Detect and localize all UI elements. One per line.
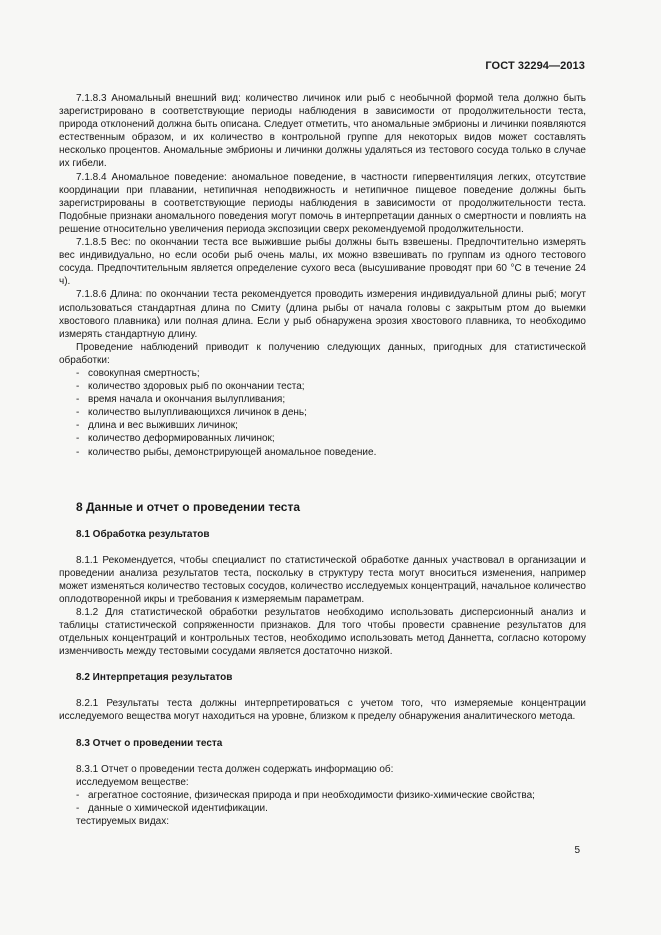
paragraph-7-1-8-4: 7.1.8.4 Аномальное поведение: аномальное поведение, в частности гипервентиляция легких, отсутствие координации при плавании, нетипичная неподвижность и нетипичное пищевое поведение должны быть зарегистрированы в соответствующие периоды наблюдения в зависимости от продолжительности теста. Подобные признаки аномального поведения могут помочь в интерпретации данных о смертности и повлиять на решение относительно увеличения периода экспозиции сверх рекомендуемой продолжительности. bbox=[59, 171, 586, 235]
list-item: - время начала и окончания вылупливания; bbox=[76, 394, 286, 406]
substance-list bbox=[59, 789, 586, 815]
paragraph-8-1-2: 8.1.2 Для статистической обработки результатов необходимо использовать дисперсионный анализ и таблицы статистической сопряженности признаков. Для того чтобы провести сравнение результатов для отдельных концентраций и контрольных тестов, необходимо использовать метод Даннетта, согласно которому изменчивость между тестовыми сосудами является достаточно низкой. bbox=[59, 607, 586, 658]
paragraph-8-1-1: 8.1.1 Рекомендуется, чтобы специалист по статистической обработке данных участвовал в организации и проведении анализа результатов теста, поскольку в структуру теста могут вноситься изменения, например может изменяться количество тестовых сосудов, количество исследуемых концентраций, начальное количество оплодотворенной икры и требования к измеряемым параметрам. bbox=[59, 554, 586, 605]
paragraph-7-1-8-3: 7.1.8.3 Аномальный внешний вид: количество личинок или рыб с необычной формой тела должно быть зарегистрировано в соответствующие периоды наблюдения в зависимости от продолжительности теста, природа отклонений должна быть описана. Следует отметить, что аномальные эмбрионы и личинки появляются естественным образом, и их количество в контрольной группе для некоторых видов может составлять несколько процентов. Аномальные эмбрионы и личинки должны удаляться из тестового сосуда только в случае их гибели. bbox=[59, 93, 586, 170]
list-item: - количество здоровых рыб по окончании теста; bbox=[76, 381, 305, 393]
paragraph-8-3-1: 8.3.1 Отчет о проведении теста должен содержать информацию об: bbox=[76, 763, 394, 775]
page-number: 5 bbox=[574, 845, 580, 856]
subheading-substance: исследуемом веществе: bbox=[76, 776, 189, 788]
list-item: - агрегатное состояние, физическая природа и при необходимости физико-химические свойства; bbox=[76, 789, 535, 801]
section-8-heading: 8 Данные и отчет о проведении теста bbox=[76, 499, 301, 514]
section-8-1-heading: 8.1 Обработка результатов bbox=[76, 528, 210, 540]
section-8-2-heading: 8.2 Интерпретация результатов bbox=[76, 672, 233, 684]
list-item: - данные о химической идентификации. bbox=[76, 802, 268, 814]
document-body bbox=[59, 92, 586, 828]
subheading-species: тестируемых видах: bbox=[76, 815, 170, 827]
paragraph-observations: Проведение наблюдений приводит к получению следующих данных, пригодных для статистической обработки: bbox=[59, 341, 586, 366]
observations-list bbox=[59, 367, 586, 459]
list-item: - количество рыбы, демонстрирующей аномальное поведение. bbox=[76, 446, 377, 458]
paragraph-8-2-1: 8.2.1 Результаты теста должны интерпретироваться с учетом того, что измеряемые концентрации исследуемого вещества могут находиться на уровне, близком к пределу обнаружения аналитического метода. bbox=[59, 698, 586, 723]
list-item: - совокупная смертность; bbox=[76, 367, 200, 379]
paragraph-7-1-8-6: 7.1.8.6 Длина: по окончании теста рекомендуется проводить измерения индивидуальной длины рыб; могут использоваться стандартная длина по Смиту (длина рыбы от начала головы с закрытым ртом до выемки хвостового плавника) или полная длина. Если у рыб обнаружена эрозия хвостового плавника, то необходимо измерять стандартную длину. bbox=[59, 289, 586, 340]
paragraph-7-1-8-5: 7.1.8.5 Вес: по окончании теста все выжившие рыбы должны быть взвешены. Предпочтительно измерять вес индивидуально, но если особи рыб очень малы, их можно взвешивать по группам из одного тестового сосуда. Предпочтительным является определение сухого веса (высушивание проводят при 60 °С в течение 24 ч). bbox=[59, 237, 586, 288]
list-item: - количество вылупливающихся личинок в день; bbox=[76, 407, 307, 419]
list-item: - количество деформированных личинок; bbox=[76, 433, 275, 445]
list-item: - длина и вес выживших личинок; bbox=[76, 420, 238, 432]
section-8-3-heading: 8.3 Отчет о проведении теста bbox=[76, 737, 223, 749]
document-code: ГОСТ 32294—2013 bbox=[485, 60, 585, 72]
